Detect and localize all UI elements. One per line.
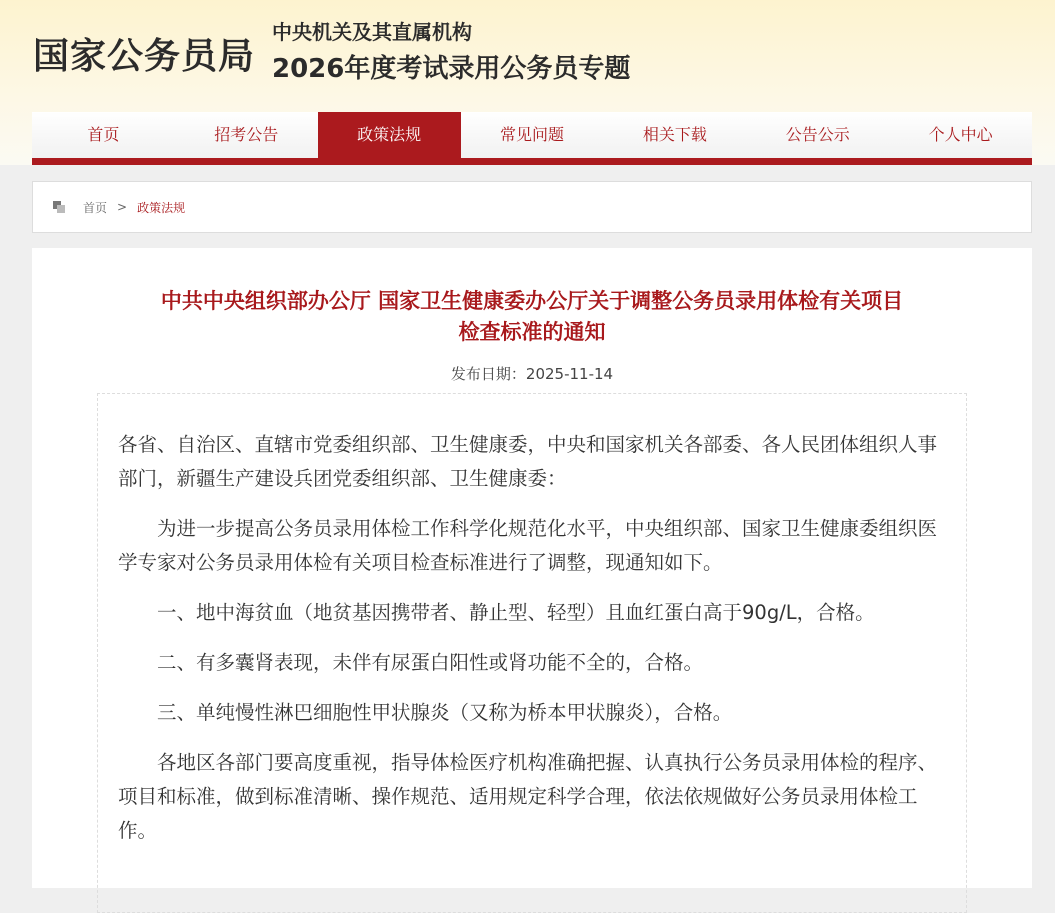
paragraph: 为进一步提高公务员录用体检工作科学化规范化水平，中央组织部、国家卫生健康委组织医学专家对公务员录用体检有关项目检查标准进行了调整，现通知如下。	[118, 517, 938, 574]
nav-policies[interactable]: 政策法规	[318, 112, 461, 158]
title-line-1: 中共中央组织部办公厅 国家卫生健康委办公厅关于调整公务员录用体检有关项目	[160, 289, 904, 313]
location-icon	[53, 201, 65, 213]
article-container	[32, 248, 1032, 888]
breadcrumb	[32, 181, 1032, 233]
header-title: 2026年度考试录用公务员专题	[272, 54, 631, 84]
paragraph: 三、单纯慢性淋巴细胞性甲状腺炎（又称为桥本甲状腺炎），合格。	[157, 701, 733, 724]
breadcrumb-home[interactable]: 首页	[83, 200, 108, 215]
article-title	[32, 286, 1032, 348]
paragraph: 各地区各部门要高度重视，指导体检医疗机构准确把握、认真执行公务员录用体检的程序、项目和标准，做到标准清晰、操作规范、适用规定科学合理，依法依规做好公务员录用体检工作。	[118, 751, 938, 842]
nav-notices[interactable]: 公告公示	[785, 125, 850, 144]
paragraph: 一、地中海贫血（地贫基因携带者、静止型、轻型）且血红蛋白高于90g/L，合格。	[157, 601, 875, 624]
site-header	[0, 0, 1055, 165]
paragraph: 二、有多囊肾表现，未伴有尿蛋白阳性或肾功能不全的，合格。	[157, 651, 704, 674]
nav-downloads[interactable]: 相关下载	[642, 125, 707, 144]
nav-announcements[interactable]: 招考公告	[214, 125, 279, 144]
breadcrumb-current[interactable]: 政策法规	[137, 200, 186, 215]
nav-user-center[interactable]: 个人中心	[928, 125, 993, 144]
article-body	[97, 393, 967, 913]
title-line-2: 检查标准的通知	[458, 320, 606, 344]
publish-date: 发布日期：2025-11-14	[450, 365, 614, 383]
breadcrumb-separator: >	[117, 200, 128, 214]
site-logo[interactable]: 国家公务员局	[33, 36, 256, 77]
header-subtitle: 中央机关及其直属机构	[272, 20, 472, 44]
nav-faq[interactable]: 常见问题	[500, 125, 565, 144]
nav-home[interactable]: 首页	[87, 125, 120, 144]
main-nav	[32, 112, 1032, 165]
paragraph: 各省、自治区、直辖市党委组织部、卫生健康委，中央和国家机关各部委、各人民团体组织人事部门，新疆生产建设兵团党委组织部、卫生健康委：	[118, 433, 938, 490]
